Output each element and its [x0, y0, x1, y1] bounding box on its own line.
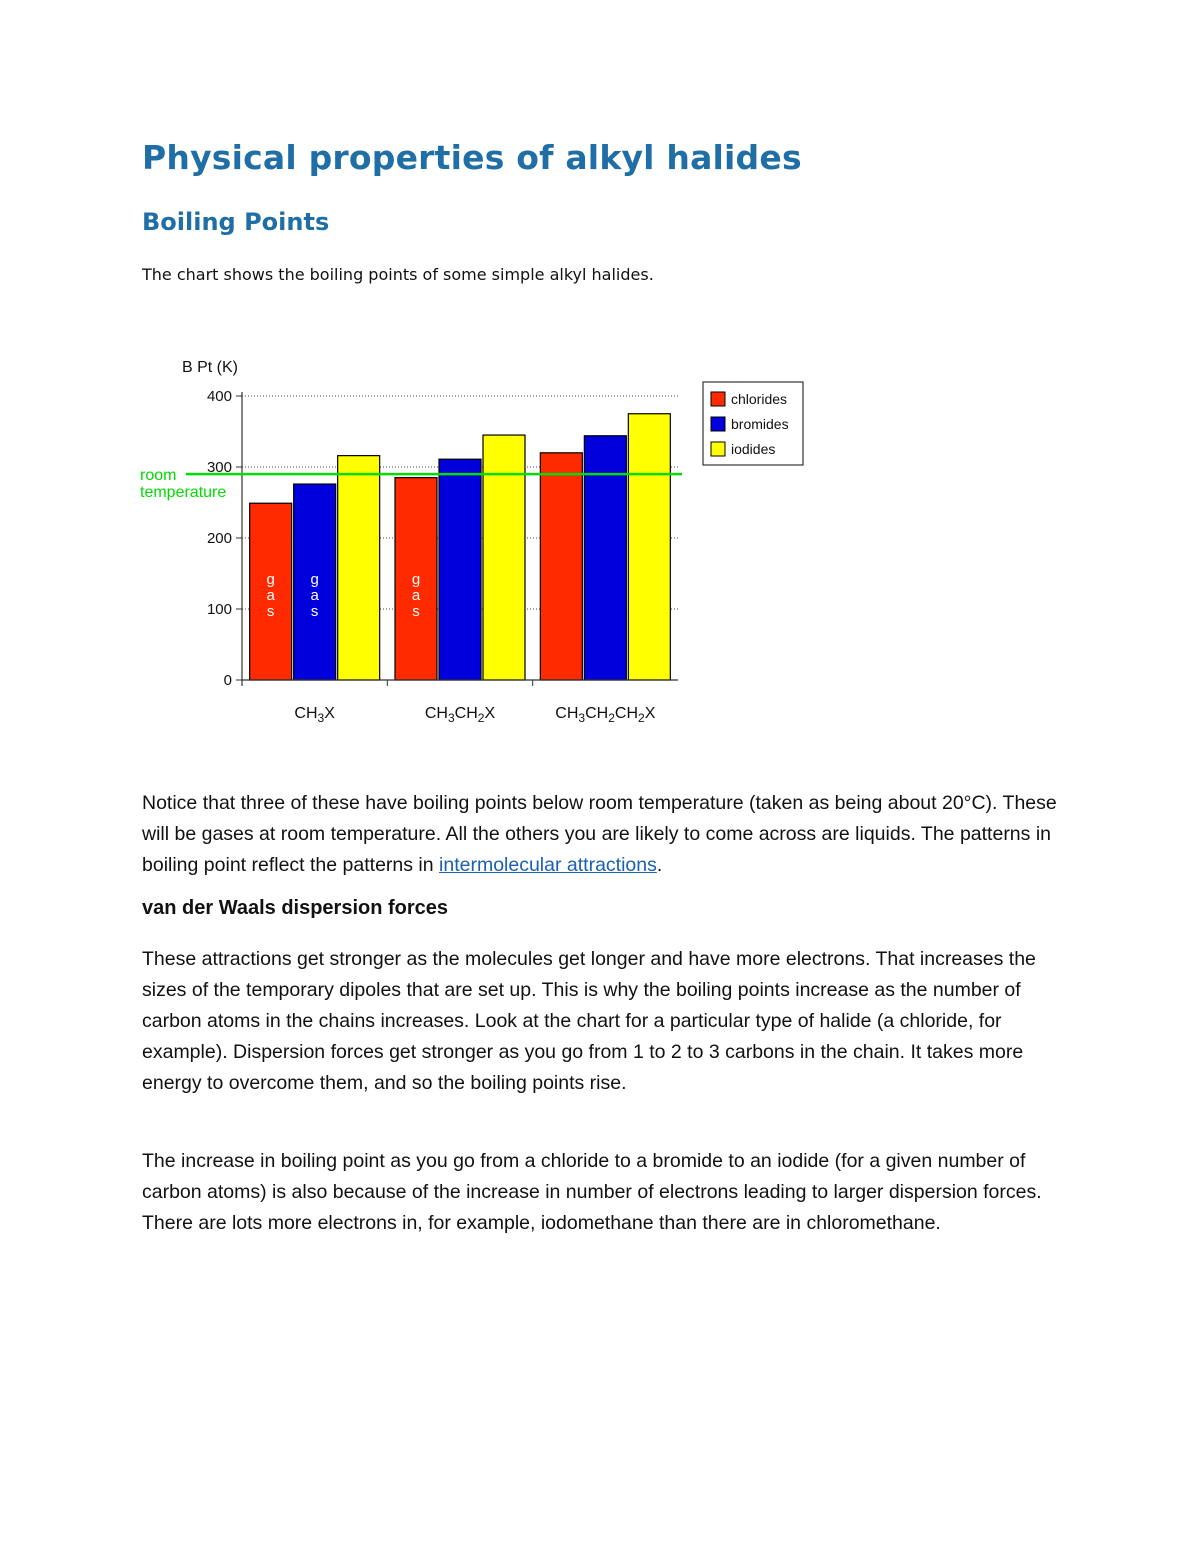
legend-label-iodides: iodides	[731, 441, 776, 457]
paragraph-gases-end: .	[656, 854, 663, 876]
bar-chlorides-2	[540, 453, 582, 680]
bar-iodides-2	[628, 414, 670, 680]
y-tick-label: 200	[206, 530, 232, 547]
gas-label: g a s	[266, 571, 275, 620]
y-tick-label: 300	[206, 459, 232, 476]
paragraph-gases	[142, 788, 1072, 881]
section-heading-dispersion-forces: van der Waals dispersion forces	[142, 897, 449, 919]
section-heading-boiling-points: Boiling Points	[142, 208, 330, 236]
bar-iodides-1	[483, 435, 525, 680]
legend-swatch-bromides	[711, 417, 725, 431]
bar-iodides-0	[338, 456, 380, 680]
legend-label-bromides: bromides	[731, 416, 789, 432]
legend-swatch-iodides	[711, 442, 725, 456]
boiling-point-chart	[130, 350, 830, 740]
x-category-label: $CH_3CH_2X$	[424, 705, 496, 725]
gas-label: g a s	[310, 571, 319, 620]
paragraph-dispersion-forces: These attractions get stronger as the molecules get longer and have more electrons. That increases the sizes of the temporary dipoles that are set up. This is why the boiling points increase as the number of carbon atoms in the chains increases. Look at the chart for a particular type of halide (a chloride, for example). Dispersion forces get stronger as you go from 1 to 2 to 3 carbons in the chain. It takes more energy to overcome them, and so the boiling points rise.	[142, 948, 1036, 1094]
page-title: Physical properties of alkyl halides	[142, 138, 802, 177]
y-tick-label: 400	[206, 388, 232, 405]
x-category-label: $CH_3CH_2CH_2X$	[555, 705, 656, 725]
paragraph-halide-increase: The increase in boiling point as you go from a chloride to a bromide to an iodide (for a given number of carbon atoms) is also because of the increase in number of electrons leading to larger dispersion forces. There are lots more electrons in, for example, iodomethane than there are in chloromethane.	[142, 1150, 1042, 1234]
room-temperature-label-2: temperature	[140, 484, 227, 502]
x-category-label: $CH_3X$	[294, 705, 335, 725]
y-tick-label: 0	[223, 672, 232, 689]
legend-label-chlorides: chlorides	[731, 391, 788, 407]
bar-bromides-1	[439, 459, 481, 680]
intro-paragraph: The chart shows the boiling points of some simple alkyl halides.	[142, 265, 654, 284]
legend-swatch-chlorides	[711, 392, 725, 406]
y-axis-label: B Pt (K)	[182, 359, 239, 376]
room-temperature-label-1: room	[140, 467, 177, 485]
y-tick-label: 100	[206, 601, 232, 618]
gas-label: g a s	[411, 571, 421, 620]
paragraph-gases-text: Notice that three of these have boiling points below room temperature (taken as being about 20°C). These will be gases at room temperature. All the others you are likely to come across are liquids. The patterns in boiling point reflect the patterns in	[142, 792, 1057, 876]
bar-bromides-2	[584, 436, 626, 680]
intermolecular-attractions-link[interactable]: intermolecular attractions	[439, 854, 657, 876]
